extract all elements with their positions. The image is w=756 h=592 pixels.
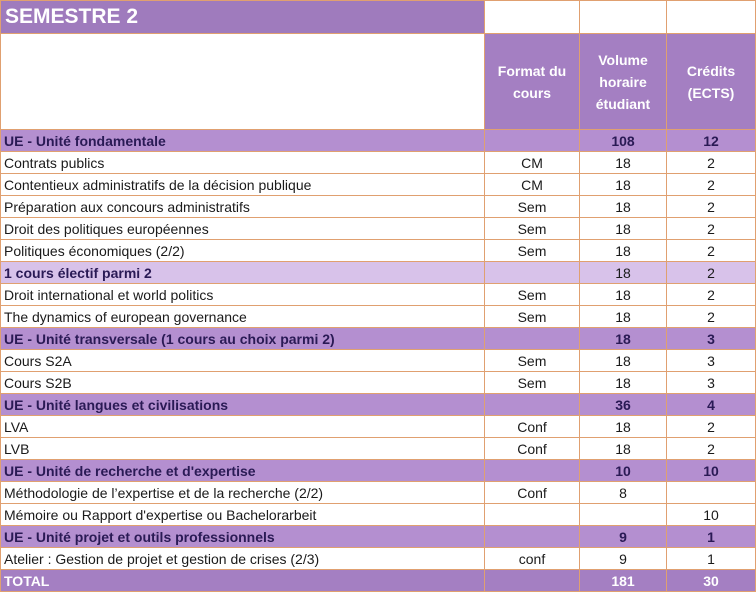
course-row	[1, 438, 756, 460]
empty-cell	[580, 1, 667, 34]
course-row	[1, 240, 756, 262]
ue-row	[1, 130, 756, 152]
cell-format	[485, 504, 580, 526]
course-row	[1, 548, 756, 570]
cell-format: Conf	[485, 416, 580, 438]
cell-name: Préparation aux concours administratifs	[1, 196, 485, 218]
header-empty-cell	[1, 34, 485, 130]
elective-row	[1, 262, 756, 284]
cell-name: UE - Unité projet et outils professionnels	[1, 526, 485, 548]
cell-format: Sem	[485, 218, 580, 240]
cell-volume: 18	[580, 284, 667, 306]
cell-credits: 2	[667, 306, 756, 328]
cell-credits: 1	[667, 548, 756, 570]
cell-format: CM	[485, 174, 580, 196]
course-row	[1, 218, 756, 240]
cell-credits: 3	[667, 328, 756, 350]
cell-format	[485, 130, 580, 152]
cell-format	[485, 570, 580, 592]
cell-name: UE - Unité transversale (1 cours au choix parmi 2)	[1, 328, 485, 350]
cell-format: Sem	[485, 306, 580, 328]
cell-name: Politiques économiques (2/2)	[1, 240, 485, 262]
cell-format	[485, 394, 580, 416]
cell-name: UE - Unité de recherche et d'expertise	[1, 460, 485, 482]
cell-name: Cours S2A	[1, 350, 485, 372]
table-body	[1, 1, 756, 592]
cell-name: TOTAL	[1, 570, 485, 592]
cell-name: LVB	[1, 438, 485, 460]
cell-format: Sem	[485, 240, 580, 262]
cell-credits: 3	[667, 372, 756, 394]
cell-volume: 18	[580, 262, 667, 284]
ue-row	[1, 526, 756, 548]
cell-format	[485, 262, 580, 284]
cell-credits: 2	[667, 240, 756, 262]
cell-volume: 18	[580, 306, 667, 328]
header-row	[1, 34, 756, 130]
semester-title: SEMESTRE 2	[1, 1, 485, 34]
cell-name: Contentieux administratifs de la décision publique	[1, 174, 485, 196]
cell-name: Méthodologie de l’expertise et de la recherche (2/2)	[1, 482, 485, 504]
semester-row	[1, 1, 756, 34]
cell-volume: 108	[580, 130, 667, 152]
cell-format	[485, 526, 580, 548]
cell-credits: 2	[667, 284, 756, 306]
cell-volume: 18	[580, 240, 667, 262]
cell-credits: 2	[667, 196, 756, 218]
cell-format: Sem	[485, 350, 580, 372]
header-format: Format du cours	[485, 34, 580, 130]
cell-format: Conf	[485, 482, 580, 504]
cell-name: 1 cours électif parmi 2	[1, 262, 485, 284]
cell-volume: 18	[580, 350, 667, 372]
ue-row	[1, 394, 756, 416]
cell-name: Contrats publics	[1, 152, 485, 174]
cell-volume	[580, 504, 667, 526]
cell-volume: 10	[580, 460, 667, 482]
course-row	[1, 416, 756, 438]
cell-credits: 2	[667, 438, 756, 460]
cell-name: Droit international et world politics	[1, 284, 485, 306]
cell-volume: 9	[580, 526, 667, 548]
cell-format: CM	[485, 152, 580, 174]
cell-volume: 18	[580, 174, 667, 196]
cell-volume: 18	[580, 218, 667, 240]
cell-volume: 8	[580, 482, 667, 504]
ue-row	[1, 328, 756, 350]
cell-name: UE - Unité langues et civilisations	[1, 394, 485, 416]
cell-volume: 18	[580, 328, 667, 350]
cell-name: Mémoire ou Rapport d'expertise ou Bachelorarbeit	[1, 504, 485, 526]
cell-volume: 36	[580, 394, 667, 416]
cell-volume: 18	[580, 196, 667, 218]
cell-credits: 2	[667, 262, 756, 284]
empty-cell	[485, 1, 580, 34]
cell-volume: 18	[580, 416, 667, 438]
cell-credits: 2	[667, 174, 756, 196]
cell-credits: 2	[667, 218, 756, 240]
course-row	[1, 306, 756, 328]
total-row	[1, 570, 756, 592]
cell-volume: 181	[580, 570, 667, 592]
cell-name: Atelier : Gestion de projet et gestion de crises (2/3)	[1, 548, 485, 570]
header-credits: Crédits (ECTS)	[667, 34, 756, 130]
course-row	[1, 482, 756, 504]
cell-credits: 4	[667, 394, 756, 416]
cell-volume: 18	[580, 438, 667, 460]
cell-credits: 1	[667, 526, 756, 548]
cell-format: Sem	[485, 284, 580, 306]
course-row	[1, 372, 756, 394]
cell-name: The dynamics of european governance	[1, 306, 485, 328]
cell-credits	[667, 482, 756, 504]
course-row	[1, 284, 756, 306]
course-row	[1, 152, 756, 174]
cell-name: Droit des politiques européennes	[1, 218, 485, 240]
header-volume: Volume horaire étudiant	[580, 34, 667, 130]
ue-row	[1, 460, 756, 482]
cell-credits: 12	[667, 130, 756, 152]
cell-format: conf	[485, 548, 580, 570]
empty-cell	[667, 1, 756, 34]
course-row	[1, 174, 756, 196]
cell-name: LVA	[1, 416, 485, 438]
course-row	[1, 504, 756, 526]
cell-credits: 10	[667, 504, 756, 526]
course-row	[1, 350, 756, 372]
cell-format: Conf	[485, 438, 580, 460]
cell-format	[485, 328, 580, 350]
cell-credits: 2	[667, 152, 756, 174]
cell-format: Sem	[485, 372, 580, 394]
cell-name: Cours S2B	[1, 372, 485, 394]
cell-credits: 3	[667, 350, 756, 372]
cell-volume: 18	[580, 372, 667, 394]
cell-format	[485, 460, 580, 482]
cell-credits: 2	[667, 416, 756, 438]
cell-credits: 10	[667, 460, 756, 482]
course-row	[1, 196, 756, 218]
cell-name: UE - Unité fondamentale	[1, 130, 485, 152]
cell-format: Sem	[485, 196, 580, 218]
cell-credits: 30	[667, 570, 756, 592]
cell-volume: 18	[580, 152, 667, 174]
cell-volume: 9	[580, 548, 667, 570]
